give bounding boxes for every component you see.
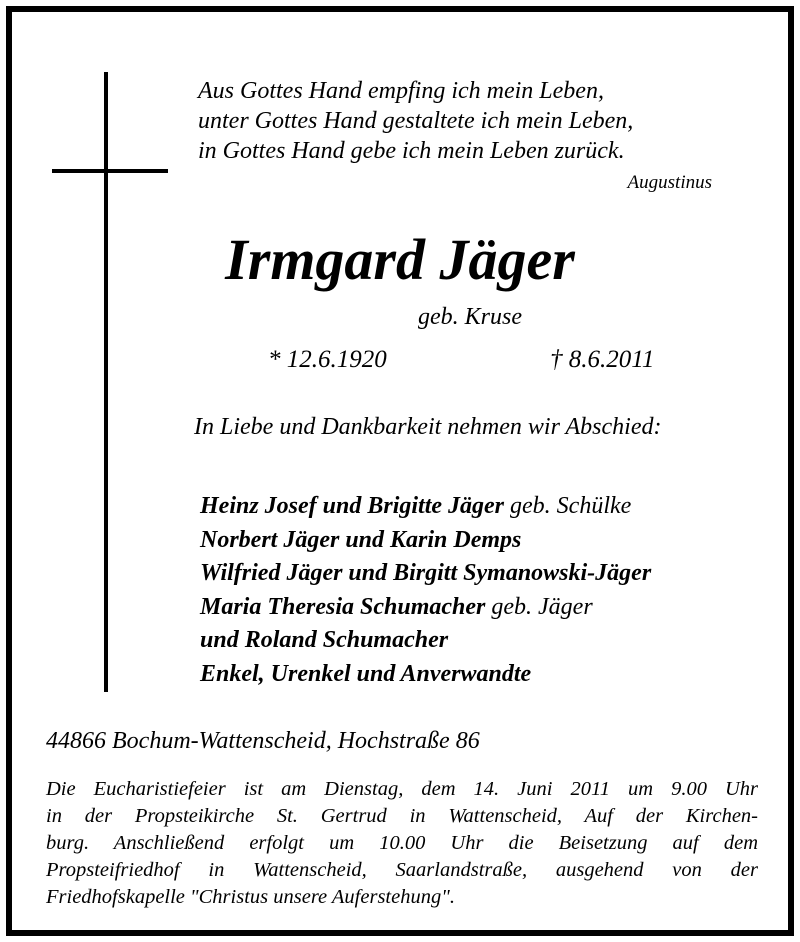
mourner-line — [200, 658, 651, 692]
mourners-list — [200, 490, 651, 692]
deceased-name: Irmgard Jäger — [225, 227, 575, 292]
mourner-line — [200, 524, 651, 558]
mourner-line — [200, 490, 651, 524]
quote-line: Aus Gottes Hand empfing ich mein Leben, — [198, 78, 604, 104]
service-line: Friedhofskapelle "Christus unsere Auferstehung". — [46, 886, 455, 908]
service-line: burg. Anschließend erfolgt um 10.00 Uhr die Beisetzung auf dem — [46, 832, 758, 854]
maiden-name: geb. Kruse — [418, 304, 522, 330]
mourner-names: Norbert Jäger und Karin Demps — [200, 526, 522, 553]
cross-icon-vertical — [104, 72, 108, 692]
quote-line: in Gottes Hand gebe ich mein Leben zurück. — [198, 138, 625, 164]
mourner-line — [200, 624, 651, 658]
mourner-names: Heinz Josef und Brigitte Jäger — [200, 493, 505, 519]
mourner-line — [200, 591, 651, 625]
mourner-names: und Roland Schumacher — [200, 627, 449, 654]
mourner-note: geb. Jäger — [485, 593, 593, 620]
mourner-note: geb. Schülke — [504, 493, 632, 519]
address-text: 44866 Bochum-Wattenscheid, Hochstraße 86 — [46, 728, 480, 754]
quote-block — [198, 76, 738, 166]
farewell-text: In Liebe und Dankbarkeit nehmen wir Abschied: — [194, 414, 662, 440]
service-line: Die Eucharistiefeier ist am Dienstag, dem 14. Juni 2011 um 9.00 Uhr — [46, 778, 758, 800]
quote-line: unter Gottes Hand gestaltete ich mein Leben, — [198, 108, 634, 134]
service-line: in der Propsteikirche St. Gertrud in Wattenscheid, Auf der Kirchen- — [46, 805, 758, 827]
birth-date: * 12.6.1920 — [268, 346, 387, 373]
obituary-frame — [6, 6, 794, 936]
mourner-names: Wilfried Jäger und Birgitt Symanowski-Jäger — [200, 560, 652, 587]
service-info — [46, 776, 758, 911]
cross-icon-horizontal — [52, 169, 168, 173]
mourner-names: Enkel, Urenkel und Anverwandte — [200, 660, 532, 687]
mourner-line — [200, 557, 651, 591]
quote-author: Augustinus — [627, 172, 712, 193]
service-line: Propsteifriedhof in Wattenscheid, Saarlandstraße, ausgehend von der — [46, 859, 758, 881]
mourner-names: Maria Theresia Schumacher — [200, 593, 486, 620]
death-date: † 8.6.2011 — [550, 346, 655, 373]
